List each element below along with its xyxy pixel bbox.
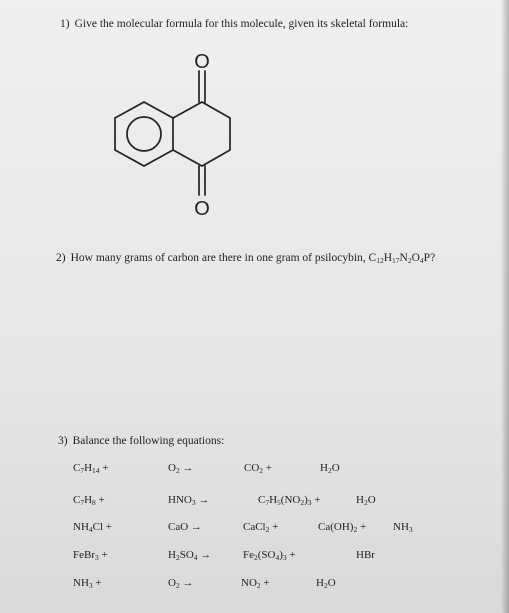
equation-5-reactant-1: $NH_3$ + [73,577,102,590]
question-3-number: 3) [58,435,68,447]
equation-2-reactant-2: $HNO_3$ → [168,494,210,507]
equation-3-product-3: $NH_3$ [393,521,413,534]
bottom-oxygen-label: O [194,198,210,220]
quinone-ring [173,102,230,166]
equation-4-product-1: $Fe_2(SO_4)_3$ + [243,549,296,562]
question-2 [56,252,435,264]
equation-3-reactant-2: CaO → [168,521,202,533]
equation-3-reactant-1: $NH_4Cl$ + [73,521,112,534]
equation-2-reactant-1: $C_7H_8$ + [73,494,105,507]
question-3 [58,435,224,447]
equation-5-reactant-2: $O_2$ → [168,577,194,590]
equation-2-product-1: $C_7H_5(NO_2)_3$ + [258,494,321,507]
equation-1-product-2: $H_2O$ [320,462,340,475]
equation-4-reactant-2: $H_2SO_4$ → [168,549,212,562]
equation-5-product-2: $H_2O$ [316,577,336,590]
equation-3-product-2: $Ca(OH)_2$ + [318,521,367,534]
question-2-number: 2) [56,252,66,264]
question-1-number: 1) [60,18,70,30]
equation-4-product-2: HBr [356,549,375,561]
equation-3-product-1: CaCl$_2$ + [243,521,279,534]
question-1-text: Give the molecular formula for this molecule, given its skeletal formula: [74,18,409,30]
question-1 [60,18,408,30]
equation-1-reactant-1: $C_7H_{14}$ + [73,462,109,475]
top-oxygen-label: O [194,51,210,73]
equation-2-product-2: $H_2O$ [356,494,376,507]
page-edge-shadow [501,0,509,613]
benzene-ring [115,102,173,166]
skeletal-formula-diagram [88,44,260,222]
equation-1-product-1: $CO_2$ + [244,462,272,475]
question-3-text: Balance the following equations: [72,435,225,447]
question-2-text: How many grams of carbon are there in one gram of psilocybin, $C_{12}H_{17}N_2O_4P$? [70,252,436,265]
equation-1-reactant-2: $O_2$ → [168,462,194,475]
psilocybin-formula: $C_{12}H_{17}N_2O_4P$ [368,252,431,265]
equation-5-product-1: $NO_2$ + [241,577,270,590]
equation-4-reactant-1: FeBr$_3$ + [73,549,108,562]
aromatic-circle [127,117,161,151]
